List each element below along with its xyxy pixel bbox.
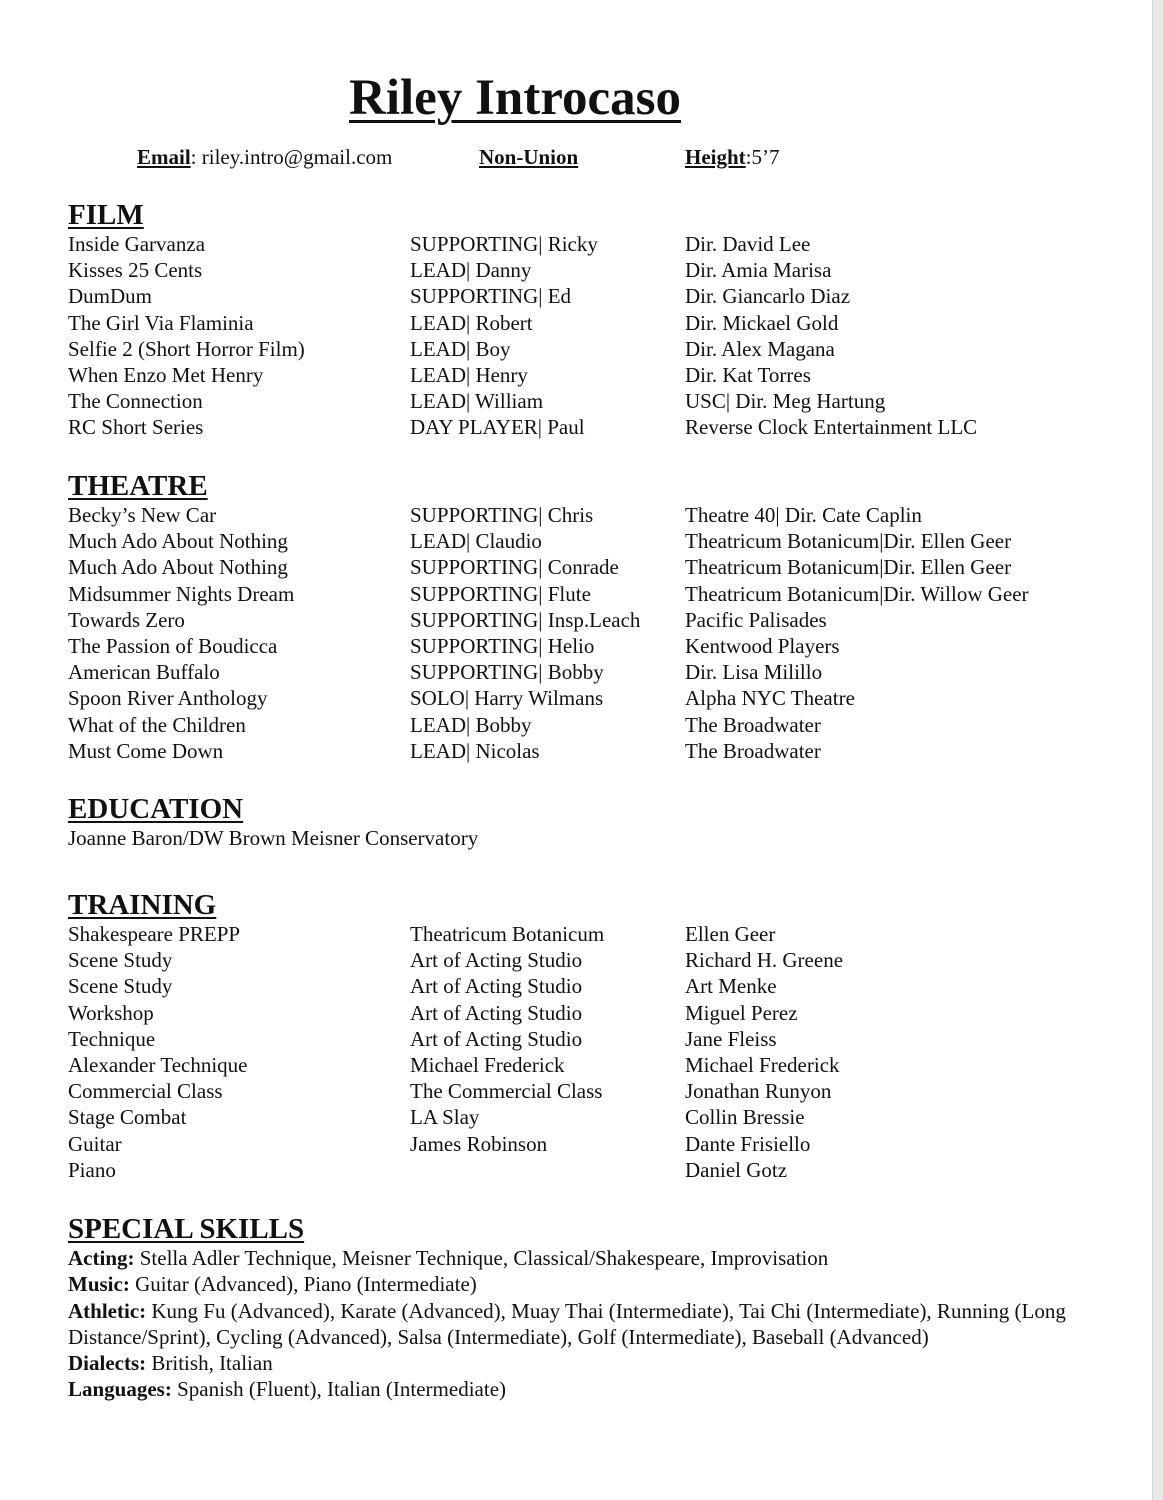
skill-label: Dialects: — [68, 1351, 147, 1376]
education-section — [68, 793, 1123, 851]
theatre-row — [68, 633, 1123, 659]
training-role: James Robinson — [410, 1131, 548, 1156]
theatre-credit: Pacific Palisades — [685, 607, 827, 632]
contact-email — [137, 144, 392, 170]
training-title: Workshop — [68, 1000, 154, 1025]
film-row — [68, 283, 1123, 309]
training-role: LA Slay — [410, 1105, 480, 1130]
theatre-row — [68, 528, 1123, 554]
training-role: Theatricum Botanicum — [410, 922, 605, 946]
film-credit: Dir. Giancarlo Diaz — [685, 284, 851, 309]
film-credit: Dir. Alex Magana — [685, 336, 835, 361]
education-row — [68, 825, 1123, 851]
theatre-section — [68, 470, 1123, 764]
film-row — [68, 388, 1123, 414]
training-title: Scene Study — [68, 974, 173, 999]
training-credit: Dante Frisiello — [685, 1131, 811, 1156]
theatre-title: Midsummer Nights Dream — [68, 581, 295, 606]
theatre-credit: The Broadwater — [685, 712, 821, 737]
theatre-credit: Theatricum Botanicum|Dir. Willow Geer — [685, 581, 1029, 606]
training-role: Art of Acting Studio — [410, 1026, 583, 1051]
contact-height — [685, 144, 780, 170]
resume-name: Riley Introcaso — [349, 70, 681, 126]
film-title: Selfie 2 (Short Horror Film) — [68, 336, 305, 361]
theatre-role: SUPPORTING| Chris — [410, 503, 594, 527]
training-role: Art of Acting Studio — [410, 1000, 583, 1025]
training-credit: Jonathan Runyon — [685, 1079, 832, 1104]
theatre-role: SOLO| Harry Wilmans — [410, 686, 604, 711]
theatre-title: American Buffalo — [68, 660, 220, 685]
training-title: Alexander Technique — [68, 1052, 248, 1077]
skill-value: British, Italian — [146, 1351, 273, 1376]
skill-line-acting — [68, 1245, 1123, 1271]
training-credit: Miguel Perez — [685, 1000, 798, 1025]
film-row — [68, 362, 1123, 388]
theatre-row — [68, 712, 1123, 738]
theatre-row — [68, 607, 1123, 633]
film-title: RC Short Series — [68, 415, 204, 440]
email-label: Email — [137, 145, 191, 169]
film-title: The Connection — [68, 389, 203, 414]
training-credit: Ellen Geer — [685, 922, 776, 946]
contact-union — [479, 144, 578, 170]
skill-value: Stella Adler Technique, Meisner Technique, Classical/Shakespeare, Improvisation — [134, 1246, 829, 1270]
height-value: :5’7 — [745, 145, 780, 169]
training-title: Shakespeare PREPP — [68, 922, 241, 946]
theatre-row — [68, 659, 1123, 685]
film-role: LEAD| Robert — [410, 310, 533, 335]
theatre-title: What of the Children — [68, 712, 246, 737]
theatre-role: LEAD| Nicolas — [410, 738, 540, 763]
film-credit: Dir. David Lee — [685, 232, 811, 256]
training-row — [68, 1026, 1123, 1052]
training-title: Piano — [68, 1157, 116, 1182]
skill-value: Guitar (Advanced), Piano (Intermediate) — [129, 1272, 477, 1297]
theatre-role: LEAD| Claudio — [410, 529, 542, 554]
skill-value: Kung Fu (Advanced), Karate (Advanced), Muay Thai (Intermediate), Tai Chi (Intermediate), Running (Long Distance/Sprint), Cycling (Advanced), Salsa (Intermediate), Golf (Intermediate), Baseball (Advanced) — [68, 1298, 1066, 1349]
training-row — [68, 1131, 1123, 1157]
theatre-role: SUPPORTING| Flute — [410, 581, 591, 606]
union-status: Non-Union — [479, 145, 579, 169]
theatre-title: The Passion of Boudicca — [68, 633, 278, 658]
training-heading: TRAINING — [68, 889, 217, 921]
theatre-credit: Theatricum Botanicum|Dir. Ellen Geer — [685, 529, 1012, 554]
skill-label: Languages: — [68, 1377, 172, 1402]
theatre-row — [68, 502, 1123, 528]
training-role: Michael Frederick — [410, 1052, 565, 1077]
film-row — [68, 231, 1123, 257]
theatre-title: Spoon River Anthology — [68, 686, 268, 711]
theatre-role: SUPPORTING| Helio — [410, 633, 595, 658]
email-value: : riley.intro@gmail.com — [190, 145, 393, 169]
film-title: When Enzo Met Henry — [68, 362, 264, 387]
film-row — [68, 257, 1123, 283]
skill-label: Acting: — [68, 1246, 135, 1270]
training-credit: Richard H. Greene — [685, 948, 844, 973]
training-title: Guitar — [68, 1131, 122, 1156]
film-row — [68, 336, 1123, 362]
special-skills-section — [68, 1213, 1123, 1403]
training-row — [68, 1078, 1123, 1104]
training-rows — [68, 921, 1123, 1183]
theatre-role: SUPPORTING| Conrade — [410, 555, 619, 580]
height-label: Height — [685, 145, 746, 169]
training-row — [68, 1157, 1123, 1183]
theatre-row — [68, 738, 1123, 764]
theatre-role: LEAD| Bobby — [410, 712, 532, 737]
film-credit: Reverse Clock Entertainment LLC — [685, 415, 978, 440]
training-title: Stage Combat — [68, 1105, 187, 1130]
film-section — [68, 199, 1123, 441]
training-role: Art of Acting Studio — [410, 974, 583, 999]
theatre-credit: The Broadwater — [685, 738, 821, 763]
film-role: SUPPORTING| Ricky — [410, 232, 598, 256]
theatre-rows — [68, 502, 1123, 764]
film-role: LEAD| Danny — [410, 258, 532, 283]
training-row — [68, 1000, 1123, 1026]
theatre-title: Much Ado About Nothing — [68, 555, 288, 580]
theatre-row — [68, 554, 1123, 580]
film-rows — [68, 231, 1123, 441]
skill-label: Music: — [68, 1272, 130, 1297]
skill-line-dialects — [68, 1350, 1123, 1376]
film-role: DAY PLAYER| Paul — [410, 415, 585, 440]
theatre-credit: Kentwood Players — [685, 633, 840, 658]
theatre-title: Much Ado About Nothing — [68, 529, 288, 554]
theatre-row — [68, 581, 1123, 607]
film-credit: Dir. Amia Marisa — [685, 258, 832, 283]
theatre-credit: Dir. Lisa Milillo — [685, 660, 823, 685]
training-credit: Art Menke — [685, 974, 777, 999]
skills-list — [68, 1245, 1123, 1403]
training-row — [68, 973, 1123, 999]
film-row — [68, 310, 1123, 336]
theatre-heading: THEATRE — [68, 470, 208, 502]
film-heading: FILM — [68, 199, 144, 231]
page-edge — [1152, 0, 1163, 1500]
training-row — [68, 1052, 1123, 1078]
training-row — [68, 1104, 1123, 1130]
training-credit: Collin Bressie — [685, 1105, 805, 1130]
skill-line-music — [68, 1271, 1123, 1297]
theatre-credit: Alpha NYC Theatre — [685, 686, 855, 711]
film-credit: USC| Dir. Meg Hartung — [685, 389, 886, 414]
education-rows — [68, 825, 1123, 851]
film-row — [68, 414, 1123, 440]
theatre-title: Must Come Down — [68, 738, 224, 763]
theatre-credit: Theatre 40| Dir. Cate Caplin — [685, 503, 922, 527]
education-heading: EDUCATION — [68, 793, 244, 825]
film-credit: Dir. Kat Torres — [685, 362, 811, 387]
training-role: The Commercial Class — [410, 1079, 603, 1104]
theatre-role: SUPPORTING| Insp.Leach — [410, 607, 641, 632]
theatre-title: Towards Zero — [68, 607, 185, 632]
theatre-row — [68, 685, 1123, 711]
film-title: Inside Garvanza — [68, 232, 206, 256]
training-role: Art of Acting Studio — [410, 948, 583, 973]
training-row — [68, 947, 1123, 973]
training-credit: Daniel Gotz — [685, 1157, 788, 1182]
special-skills-heading: SPECIAL SKILLS — [68, 1213, 305, 1245]
training-title: Commercial Class — [68, 1079, 223, 1104]
training-title: Technique — [68, 1026, 156, 1051]
skill-label: Athletic: — [68, 1298, 147, 1323]
skill-value: Spanish (Fluent), Italian (Intermediate) — [171, 1377, 507, 1402]
training-title: Scene Study — [68, 948, 173, 973]
skill-line-languages — [68, 1376, 1123, 1402]
education-title: Joanne Baron/DW Brown Meisner Conservatory — [68, 826, 479, 850]
film-credit: Dir. Mickael Gold — [685, 310, 839, 335]
film-title: DumDum — [68, 284, 152, 309]
skill-line-athletic — [68, 1298, 1123, 1351]
theatre-title: Becky’s New Car — [68, 503, 217, 527]
film-title: The Girl Via Flaminia — [68, 310, 254, 335]
film-role: LEAD| Henry — [410, 362, 528, 387]
training-section — [68, 889, 1123, 1183]
film-role: LEAD| William — [410, 389, 544, 414]
film-role: LEAD| Boy — [410, 336, 511, 361]
training-credit: Jane Fleiss — [685, 1026, 777, 1051]
training-row — [68, 921, 1123, 947]
film-title: Kisses 25 Cents — [68, 258, 203, 283]
training-credit: Michael Frederick — [685, 1052, 840, 1077]
film-role: SUPPORTING| Ed — [410, 284, 572, 309]
theatre-credit: Theatricum Botanicum|Dir. Ellen Geer — [685, 555, 1012, 580]
theatre-role: SUPPORTING| Bobby — [410, 660, 604, 685]
